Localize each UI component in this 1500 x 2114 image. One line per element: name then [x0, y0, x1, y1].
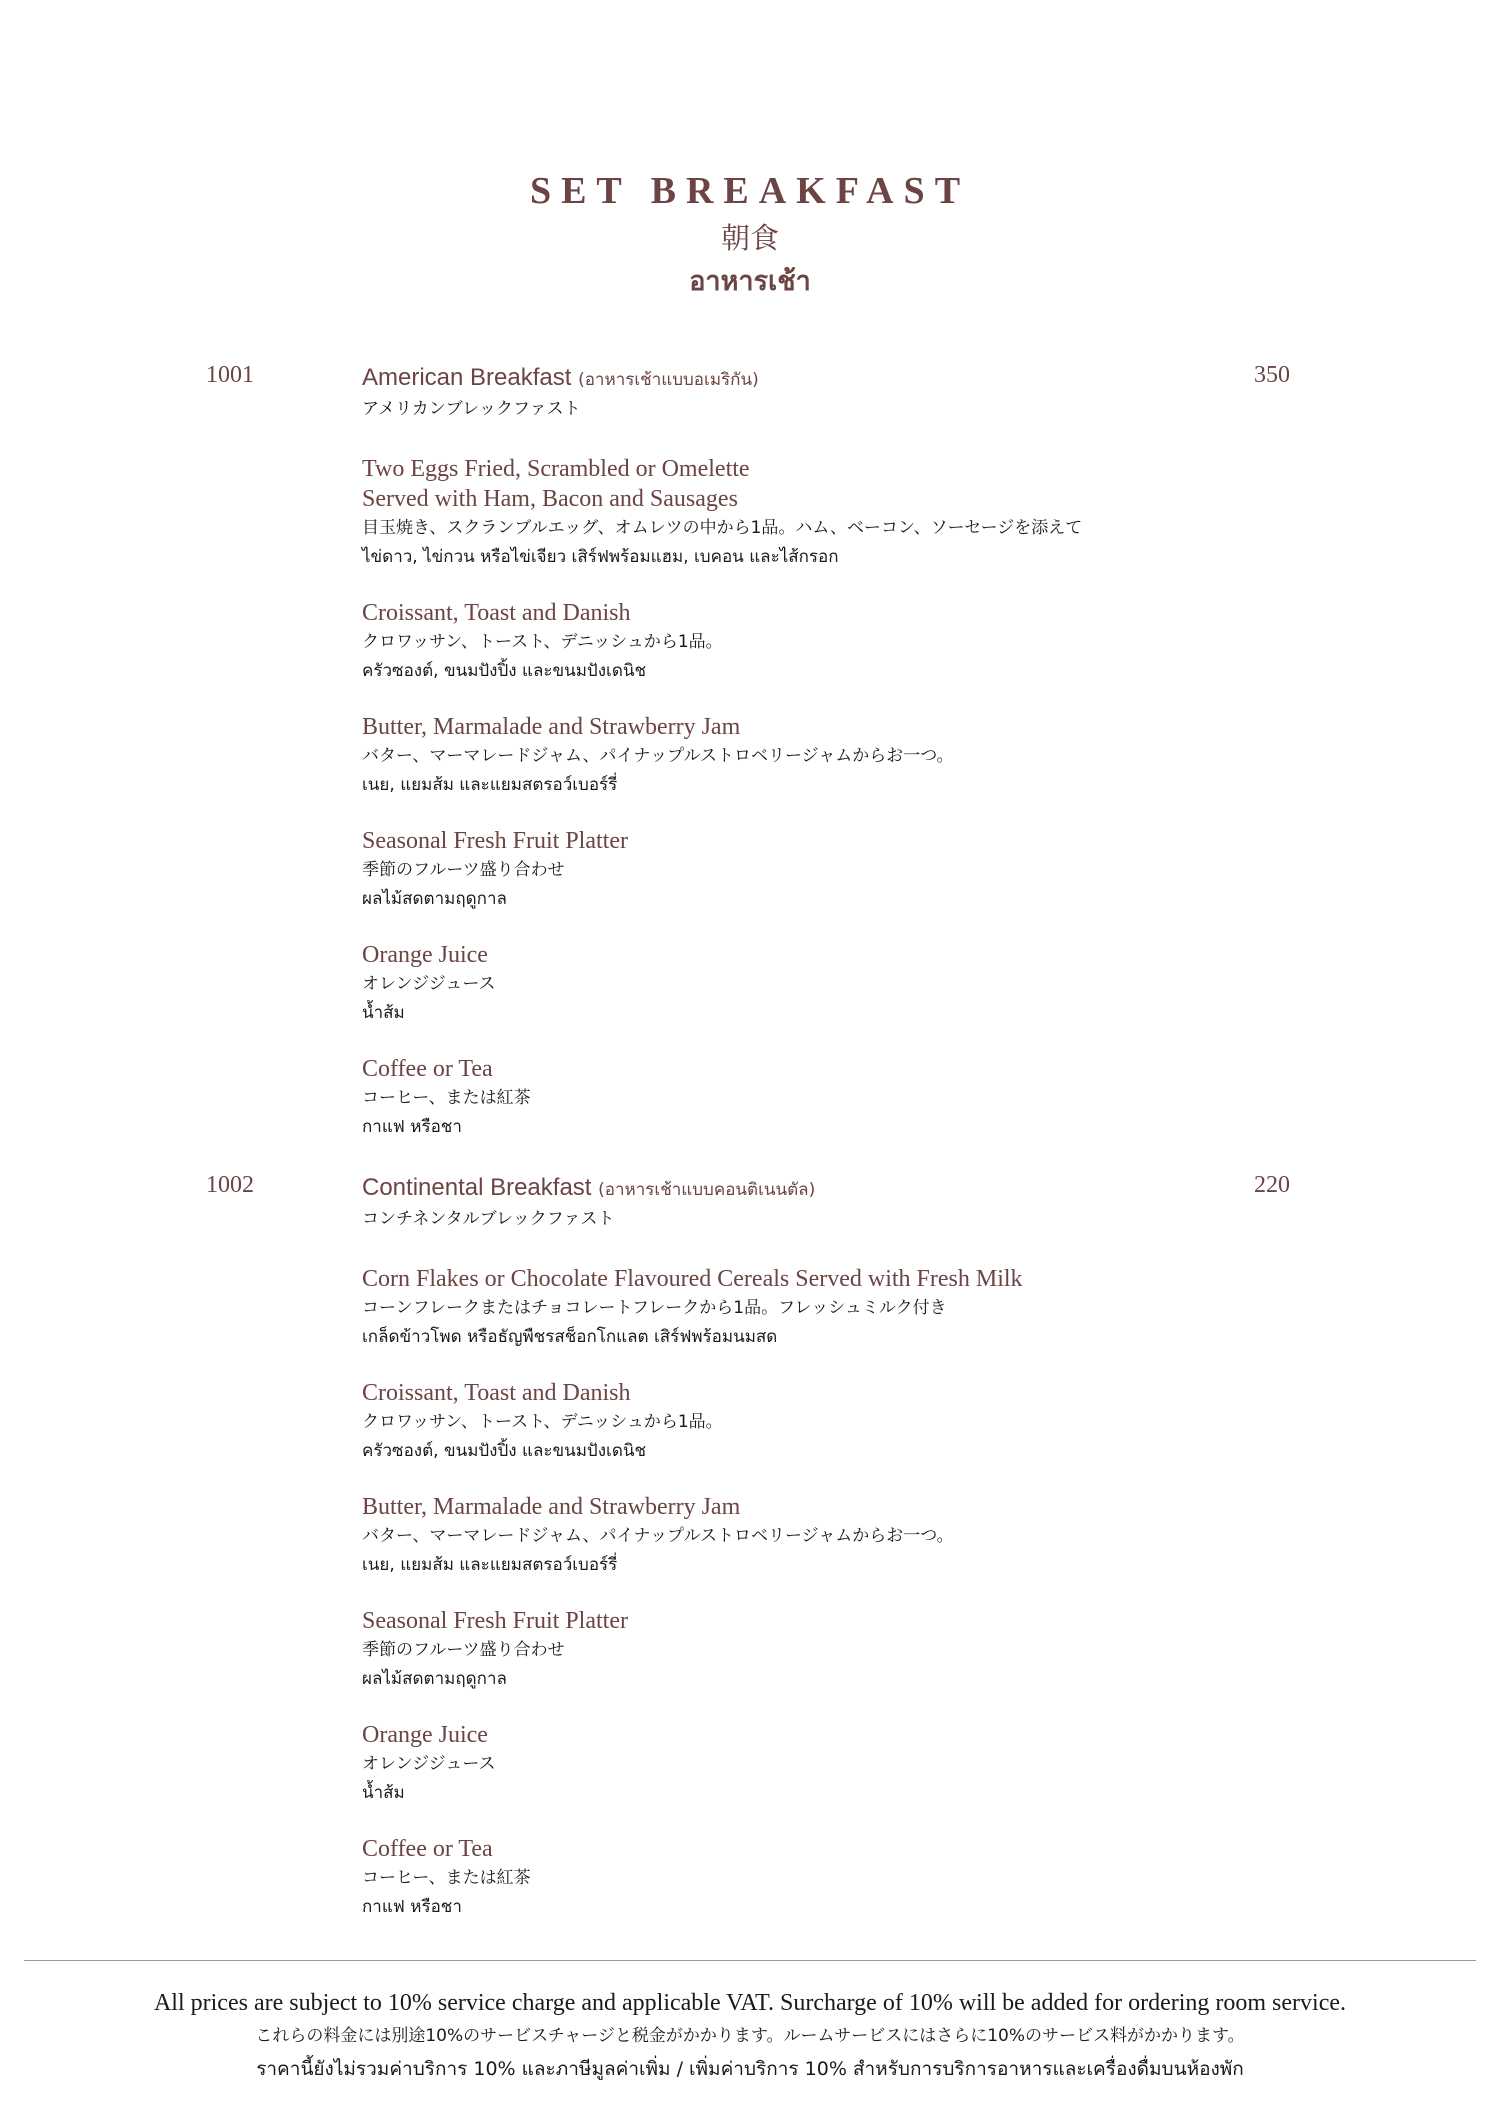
course-name-english: Croissant, Toast and Danish — [362, 1380, 631, 1406]
course-item — [362, 712, 1262, 800]
set-body — [362, 362, 1262, 1142]
set-code: 1001 — [206, 362, 254, 388]
course-item — [362, 826, 1262, 914]
course-name-english: Two Eggs Fried, Scrambled or Omelette — [362, 456, 750, 482]
course-name-english: Butter, Marmalade and Strawberry Jam — [362, 1494, 741, 1520]
course-name-thai: น้ำส้ม — [362, 1783, 405, 1803]
course-name-english: Butter, Marmalade and Strawberry Jam — [362, 714, 741, 740]
set-name-english: American Breakfast — [362, 364, 572, 391]
course-name-english: Coffee or Tea — [362, 1056, 493, 1082]
course-item — [362, 1720, 1262, 1808]
disclaimer-english: All prices are subject to 10% service charge and applicable VAT. Surcharge of 10% will be added for ordering room service. — [153, 1990, 1347, 2016]
set-price: 350 — [1254, 362, 1290, 388]
course-name-thai: เกล็ดข้าวโพด หรือธัญพืชรสช็อกโกแลต เสิร์ฟพร้อมนมสด — [362, 1327, 778, 1347]
set-name-english: Continental Breakfast — [362, 1174, 592, 1201]
footer-divider — [24, 1960, 1476, 1961]
course-item — [362, 1378, 1262, 1466]
course-name-japanese: 目玉焼き、スクランブルエッグ、オムレツの中から1品。ハム、ベーコン、ソーセージを添えて — [362, 518, 1083, 538]
course-name-japanese: クロワッサン、トースト、デニッシュから1品。 — [362, 632, 723, 652]
course-item — [362, 1492, 1262, 1580]
course-name-english: Orange Juice — [362, 942, 488, 968]
set-code: 1002 — [206, 1172, 254, 1198]
course-name-japanese: 季節のフルーツ盛り合わせ — [362, 860, 565, 880]
course-item — [362, 1606, 1262, 1694]
course-item — [362, 940, 1262, 1028]
course-name-thai: กาแฟ หรือชา — [362, 1897, 462, 1917]
set-body — [362, 1172, 1262, 1922]
course-item — [362, 1264, 1262, 1352]
course-name-thai: กาแฟ หรือชา — [362, 1117, 462, 1137]
set-price: 220 — [1254, 1172, 1290, 1198]
set-name-thai: (อาหารเช้าแบบอเมริกัน) — [578, 370, 759, 390]
course-name-english: Coffee or Tea — [362, 1836, 493, 1862]
course-name-japanese: バター、マーマレードジャム、パイナップルストロベリージャムからお一つ。 — [362, 746, 954, 766]
course-name-japanese: オレンジジュース — [362, 974, 496, 994]
set-name-japanese: アメリカンブレックファスト — [362, 399, 581, 419]
set-name — [362, 1172, 1262, 1206]
course-name-thai: เนย, แยมส้ม และแยมสตรอว์เบอร์รี่ — [362, 775, 618, 795]
price-disclaimer — [0, 1985, 1500, 2087]
course-name-thai: ผลไม้สดตามฤดูกาล — [362, 889, 507, 909]
set-name-japanese: コンチネンタルブレックファスト — [362, 1209, 615, 1229]
course-name-japanese: オレンジジュース — [362, 1754, 496, 1774]
course-item — [362, 1054, 1262, 1142]
course-name-english: Orange Juice — [362, 1722, 488, 1748]
course-item — [362, 598, 1262, 686]
course-name-thai: เนย, แยมส้ม และแยมสตรอว์เบอร์รี่ — [362, 1555, 618, 1575]
course-name-english: Seasonal Fresh Fruit Platter — [362, 828, 628, 854]
course-name-thai: ครัวซองต์, ขนมปังปิ้ง และขนมปังเดนิช — [362, 661, 647, 681]
page-title-thai: อาหารเช้า — [689, 266, 811, 297]
course-name-japanese: 季節のフルーツ盛り合わせ — [362, 1640, 565, 1660]
course-name-japanese: バター、マーマレードジャム、パイナップルストロベリージャムからお一つ。 — [362, 1526, 954, 1546]
course-name-thai: ผลไม้สดตามฤดูกาล — [362, 1669, 507, 1689]
course-name-english: Corn Flakes or Chocolate Flavoured Cereals Served with Fresh Milk — [362, 1266, 1023, 1292]
course-item — [362, 454, 1262, 572]
page-title: SET BREAKFAST — [529, 170, 971, 212]
course-name-thai: ไข่ดาว, ไข่กวน หรือไข่เจียว เสิร์ฟพร้อมแฮม, เบคอน และไส้กรอก — [362, 547, 839, 567]
course-name-japanese: コーヒー、または紅茶 — [362, 1868, 531, 1888]
course-name-english: Croissant, Toast and Danish — [362, 600, 631, 626]
page-title-japanese: 朝食 — [720, 221, 779, 255]
course-name-thai: ครัวซองต์, ขนมปังปิ้ง และขนมปังเดนิช — [362, 1441, 647, 1461]
course-name-japanese: クロワッサン、トースト、デニッシュから1品。 — [362, 1412, 723, 1432]
course-name-thai: น้ำส้ม — [362, 1003, 405, 1023]
set-name-thai: (อาหารเช้าแบบคอนติเนนตัล) — [598, 1180, 816, 1200]
disclaimer-japanese: これらの料金には別途10%のサービスチャージと税金がかかります。ルームサービスにはさらに10%のサービス料がかかります。 — [255, 2026, 1245, 2046]
disclaimer-thai: ราคานี้ยังไม่รวมค่าบริการ 10% และภาษีมูลค่าเพิ่ม / เพิ่มค่าบริการ 10% สำหรับการบริการอาหารและเครื่องดื่มบนห้องพัก — [256, 2058, 1244, 2080]
course-name-english-line2: Served with Ham, Bacon and Sausages — [362, 486, 738, 512]
set-name — [362, 362, 1262, 396]
course-name-english: Seasonal Fresh Fruit Platter — [362, 1608, 628, 1634]
course-item — [362, 1834, 1262, 1922]
menu-header — [0, 168, 1500, 304]
course-name-japanese: コーヒー、または紅茶 — [362, 1088, 531, 1108]
course-name-japanese: コーンフレークまたはチョコレートフレークから1品。フレッシュミルク付き — [362, 1298, 947, 1318]
